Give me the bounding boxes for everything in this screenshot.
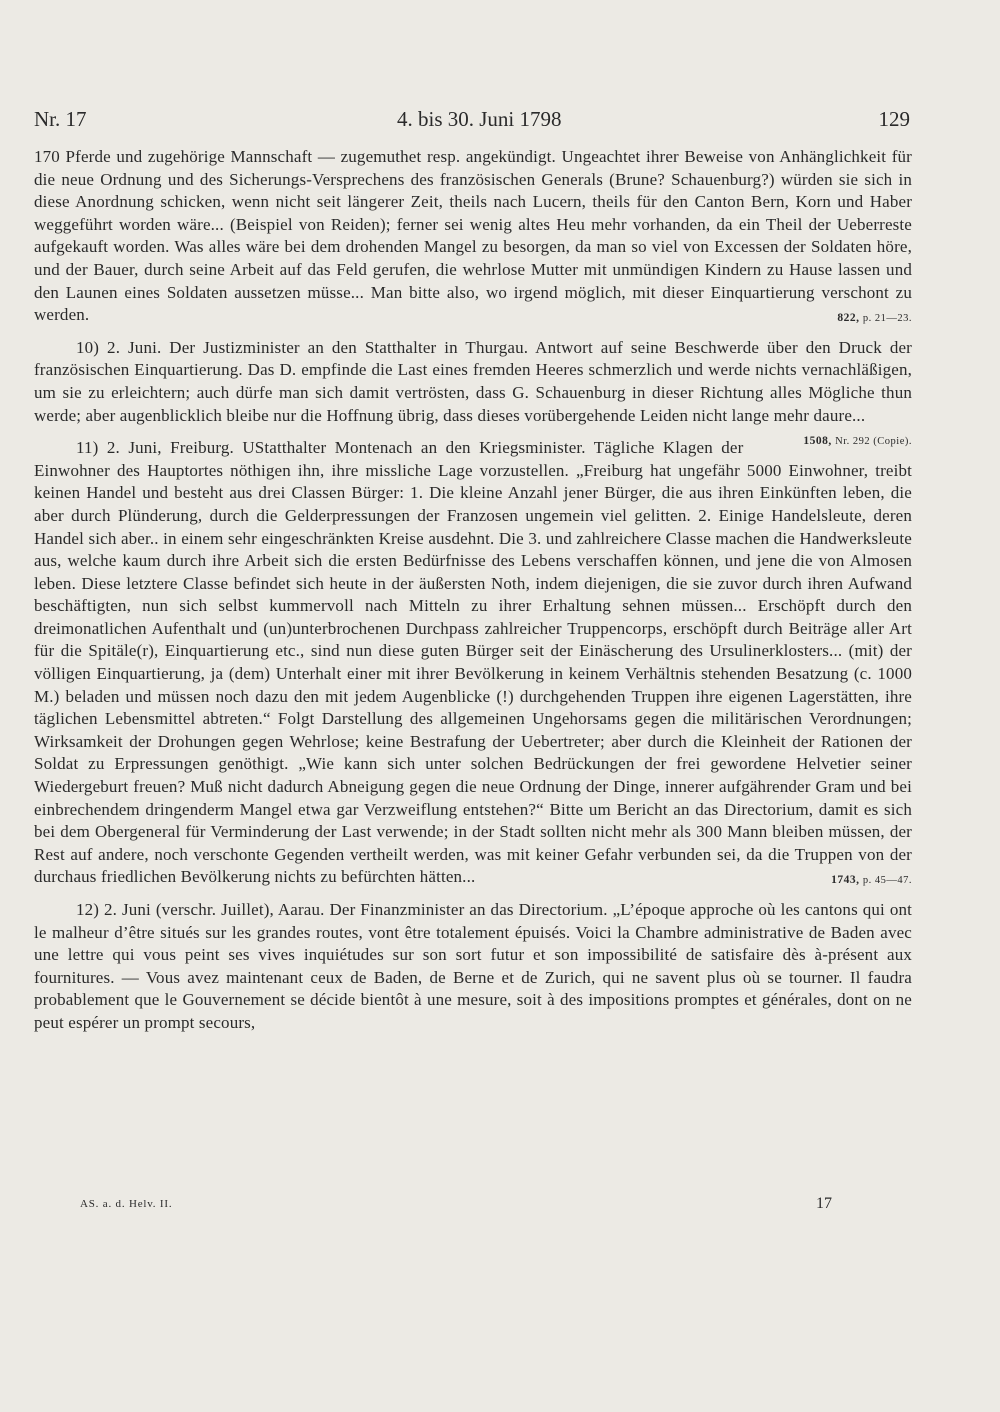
page-header [34, 104, 910, 134]
paragraph-entry-12 [34, 899, 912, 1035]
signature-mark: AS. a. d. Helv. II. [80, 1198, 173, 1210]
paragraph-text: 11) 2. Juni, Freiburg. UStatthalter Montenach an den Kriegsminister. Tägliche Klagen der Einwohner des Hauptortes nöthigen ihn, ihre missliche Lage vorzustellen. „Freiburg hat ungefähr 5000 Einwohner, treibt keinen Handel und besteht aus drei Classen Bürger: 1. Die kleine Anzahl jener Bürger, die aus ihren Einkünften leben, die aber durch Plünderung, durch die Gelderpressungen der Franzosen ungemein viel gelitten. 2. Einige Handelsleute, deren Handel sich aber.. in einem sehr eingeschränkten Kreise ausdehnt. Die 3. und zahlreichere Classe machen die Handwerksleute aus, welche kaum durch ihre Arbeit sich die ersten Bedürfnisse des Lebens verschaffen können, und jene die von Almosen leben. Diese letztere Classe befindet sich heute in der äußersten Noth, indem diejenigen, die sie zuvor durch ihren Aufwand beschäftigten, nun sich selbst kummervoll nach Mitteln zu ihrer Erhaltung sehnen müssen... Erschöpft durch den dreimonatlichen Aufenthalt und (un)unterbrochenen Durchpass zahlreicher Truppencorps, erschöpft durch Beiträge aller Art für die Spitäle(r), Einquartierung etc., sind nun diese guten Bürger seit der Einäscherung des Ursulinerklosters... (mit) der völligen Einquartierung, ja (dem) Unterhalt einer mit ihrer Bevölkerung in keinem Verhältnis stehenden Besatzung (c. 1000 M.) beladen und müssen noch dazu den mit jedem Augenblicke (!) durchgehenden Truppen ihre eigenen Lagerstätten, ihre täglichen Lebensmittel abtreten.“ Folgt Darstellung des allgemeinen Ungehorsams gegen die militärischen Verordnungen; Wirksamkeit der Drohungen gegen Wehrlose; keine Bestrafung der Uebertreter; aber durch die Kleinheit der Rationen der Soldat zu Erpressungen genöthigt. „Wie kann sich unter solchen Bedrückungen der frei gewordene Helvetier seiner Wiedergeburt freuen? Muß nicht dadurch Abneigung gegen die neue Ordnung der Dinge, innerer aufgährender Gram und bei einbrechendem dringenderm Mangel etwa gar Verzweiflung entstehen?“ Bitte um Bericht an das Directorium, damit es sich bei dem Obergeneral für Verminderung der Last verwende; in der Stadt sollten nicht mehr als 300 Mann bleiben müssen, der Rest auf andere, noch verschonte Gegenden vertheilt werden, was mit keiner Gefahr verbunden sei, da die Truppen von der durchaus friedlichen Bevölkerung nichts zu befürchten hätten... [34, 438, 912, 887]
reference-detail: Nr. 292 (Copie). [835, 436, 912, 448]
source-reference [761, 430, 912, 454]
paragraph-entry-10 [34, 337, 912, 448]
reference-number: 1743, [831, 874, 860, 887]
document-number: Nr. 17 [34, 107, 87, 131]
reference-number: 1508, [803, 435, 832, 448]
paragraph-text: 170 Pferde und zugehörige Mannschaft — zugemuthet resp. angekündigt. Ungeachtet ihrer Beweise von Anhänglichkeit für die neue Ordnung und des Sicherungs-Versprechens des französischen Generals (Brune? Schauenburg?) würden sie sich in diese Anordnung schicken, wenn nicht seit längerer Zeit, theils nach Lucern, theils für den Canton Bern, Korn und Haber weggeführt worden wäre... (Beispiel von Reiden); ferner sei wenig altes Heu mehr vorhanden, da ein Theil der Ueberreste aufgekauft worden. Was alles wäre bei dem drohenden Mangel zu besorgen, da man so viel von Excessen der Soldaten höre, und der Bauer, durch seine Arbeit auf das Feld gerufen, die wehrlose Mutter mit unmündigen Kindern zu Hause lassen und den Launen eines Soldaten aussetzen müsse... Man bitte also, wo irgend möglich, mit dieser Einquartierung verschont zu werden. [34, 147, 912, 325]
page-footer [80, 1192, 832, 1216]
reference-number: 822, [837, 312, 860, 325]
reference-detail: p. 21—23. [862, 313, 912, 325]
source-reference [789, 869, 912, 893]
date-range: 4. bis 30. Juni 1798 [397, 107, 562, 131]
paragraph-continuation [34, 146, 912, 327]
paragraph-text: 12) 2. Juni (verschr. Juillet), Aarau. Der Finanzminister an das Directorium. „L’époque approche où les cantons qui ont le malheur d’être situés sur les grandes routes, vont être totalement épuisés. Voici la Chambre administrative de Baden avec une lettre qui vous peint ses vives inquiétudes sur son sort futur et son impossibilité de satisfaire dès à-présent aux fournitures. — Vous avez maintenant ceux de Baden, de Berne et de Zurich, qui ne savent plus où se tourner. Il faudra probablement que le Gouvernement se décide bientôt à une mesure, soit à des impositions promptes et générales, dont on ne peut espérer un prompt secours, [34, 900, 912, 1032]
reference-detail: p. 45—47. [862, 875, 912, 887]
page-number: 129 [878, 107, 910, 131]
source-reference [837, 307, 912, 331]
paragraph-text: 10) 2. Juni. Der Justizminister an den Statthalter in Thurgau. Antwort auf seine Beschwerde über den Druck der französischen Einquartierung. Das D. empfinde die Last eines fremden Heeres schmerzlich und werde nichts vernachläßigen, um sie zu erleichtern; auch dürfe man sich damit vertrösten, dass G. Schauenburg in dieser Richtung alles Mögliche thun werde; aber augenblicklich bleibe nur die Hoffnung übrig, dass dieses vorübergehende Leiden nicht lange mehr daure... [34, 337, 912, 425]
sheet-number: 17 [816, 1195, 832, 1212]
document-body [34, 146, 912, 1035]
paragraph-entry-11 [34, 437, 912, 889]
